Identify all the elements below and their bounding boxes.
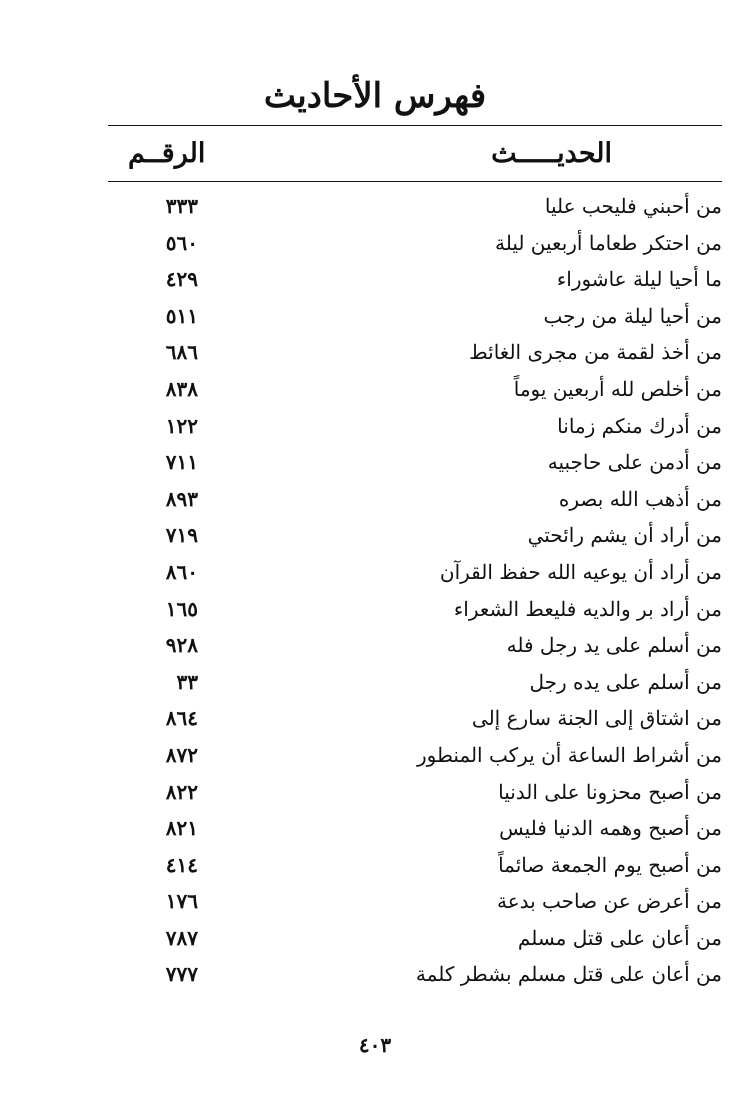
hadith-text: من أصبح محزونا على الدنيا: [498, 779, 722, 804]
hadith-text: من أحيا ليلة من رجب: [543, 303, 722, 328]
hadith-number: ٨٣٨: [165, 376, 198, 401]
list-item: [108, 811, 722, 848]
list-item: [108, 445, 722, 482]
list-item: [108, 299, 722, 336]
hadith-text: من أصبح يوم الجمعة صائماً: [498, 852, 722, 877]
list-item: [108, 189, 722, 226]
hadith-number: ٨٩٣: [165, 486, 198, 511]
hadith-number: ٩٢٨: [165, 633, 198, 658]
hadith-text: من أدمن على حاجبيه: [547, 450, 722, 475]
hadith-number: ٨٧٢: [165, 742, 198, 767]
list-item: [108, 775, 722, 812]
list-item: [108, 555, 722, 592]
table-header: [108, 132, 722, 178]
list-item: [108, 409, 722, 446]
hadith-number: ١٦٥: [165, 596, 198, 621]
hadith-text: ما أحيا ليلة عاشوراء: [556, 267, 722, 292]
hadith-text: من احتكر طعاما أربعين ليلة: [494, 230, 722, 255]
hadith-number: ٦٨٦: [165, 340, 198, 365]
hadith-number: ٥٦٠: [165, 230, 198, 255]
hadith-number: ٨٢١: [165, 816, 198, 841]
hadith-text: من أسلم على يده رجل: [529, 669, 722, 694]
hadith-number: ٣٣٣: [165, 194, 198, 218]
hadith-text: من أحبني فليحب عليا: [544, 194, 722, 218]
hadith-text: من أعان على قتل مسلم: [517, 925, 722, 950]
list-item: [108, 848, 722, 885]
list-item: [108, 592, 722, 629]
hadith-number: ١٧٦: [165, 889, 198, 914]
hadith-number: ٨٢٢: [165, 779, 198, 804]
hadith-number: ٧١١: [165, 450, 198, 475]
hadith-text: من اشتاق إلى الجنة سارع إلى: [471, 706, 722, 731]
hadith-number: ٤٢٩: [165, 267, 198, 292]
hadith-text: من أخذ لقمة من مجرى الغائط: [469, 340, 722, 365]
list-item: [108, 665, 722, 702]
hadith-text: من أخلص لله أربعين يوماً: [513, 376, 722, 401]
list-item: [108, 226, 722, 263]
list-item: [108, 957, 722, 994]
hadith-text: من أشراط الساعة أن يركب المنطور: [416, 742, 722, 767]
list-item: [108, 372, 722, 409]
list-item: [108, 482, 722, 519]
list-item: [108, 628, 722, 665]
list-item: [108, 701, 722, 738]
hadith-text: من أراد أن يشم رائحتي: [527, 523, 722, 548]
list-item: [108, 921, 722, 958]
hadith-text: من أراد بر والديه فليعط الشعراء: [453, 596, 722, 621]
hadith-number: ٨٦٠: [165, 559, 198, 584]
hadith-text: من أراد أن يوعيه الله حفظ القرآن: [439, 559, 722, 584]
hadith-number: ٧١٩: [165, 523, 198, 548]
hadith-text: من أذهب الله بصره: [558, 486, 722, 511]
hadith-number: ٨٦٤: [165, 706, 198, 731]
page-number: ٤٠٣: [358, 1033, 392, 1057]
hadith-number: ٤١٤: [165, 852, 198, 877]
hadith-text: من أدرك منكم زمانا: [557, 413, 722, 438]
hadith-text: من أعرض عن صاحب بدعة: [496, 889, 722, 914]
list-item: [108, 738, 722, 775]
column-header-hadith: الحديـــــث: [491, 138, 612, 169]
hadith-number: ١٢٢: [165, 413, 198, 438]
column-header-number: الرقــم: [128, 138, 206, 169]
list-item: [108, 335, 722, 372]
page-title: فهرس الأحاديث: [263, 76, 487, 116]
header-bottom-rule: [108, 181, 722, 182]
hadith-number: ٧٧٧: [165, 962, 198, 987]
list-item: [108, 884, 722, 921]
hadith-index-list: [108, 189, 722, 994]
hadith-number: ٧٨٧: [165, 925, 198, 950]
hadith-text: من أسلم على يد رجل فله: [506, 633, 722, 658]
list-item: [108, 518, 722, 555]
header-top-rule: [108, 125, 722, 126]
hadith-text: من أعان على قتل مسلم بشطر كلمة: [415, 962, 722, 987]
hadith-number: ٣٣: [176, 669, 198, 694]
hadith-text: من أصبح وهمه الدنيا فليس: [499, 816, 722, 841]
list-item: [108, 262, 722, 299]
hadith-number: ٥١١: [165, 303, 198, 328]
